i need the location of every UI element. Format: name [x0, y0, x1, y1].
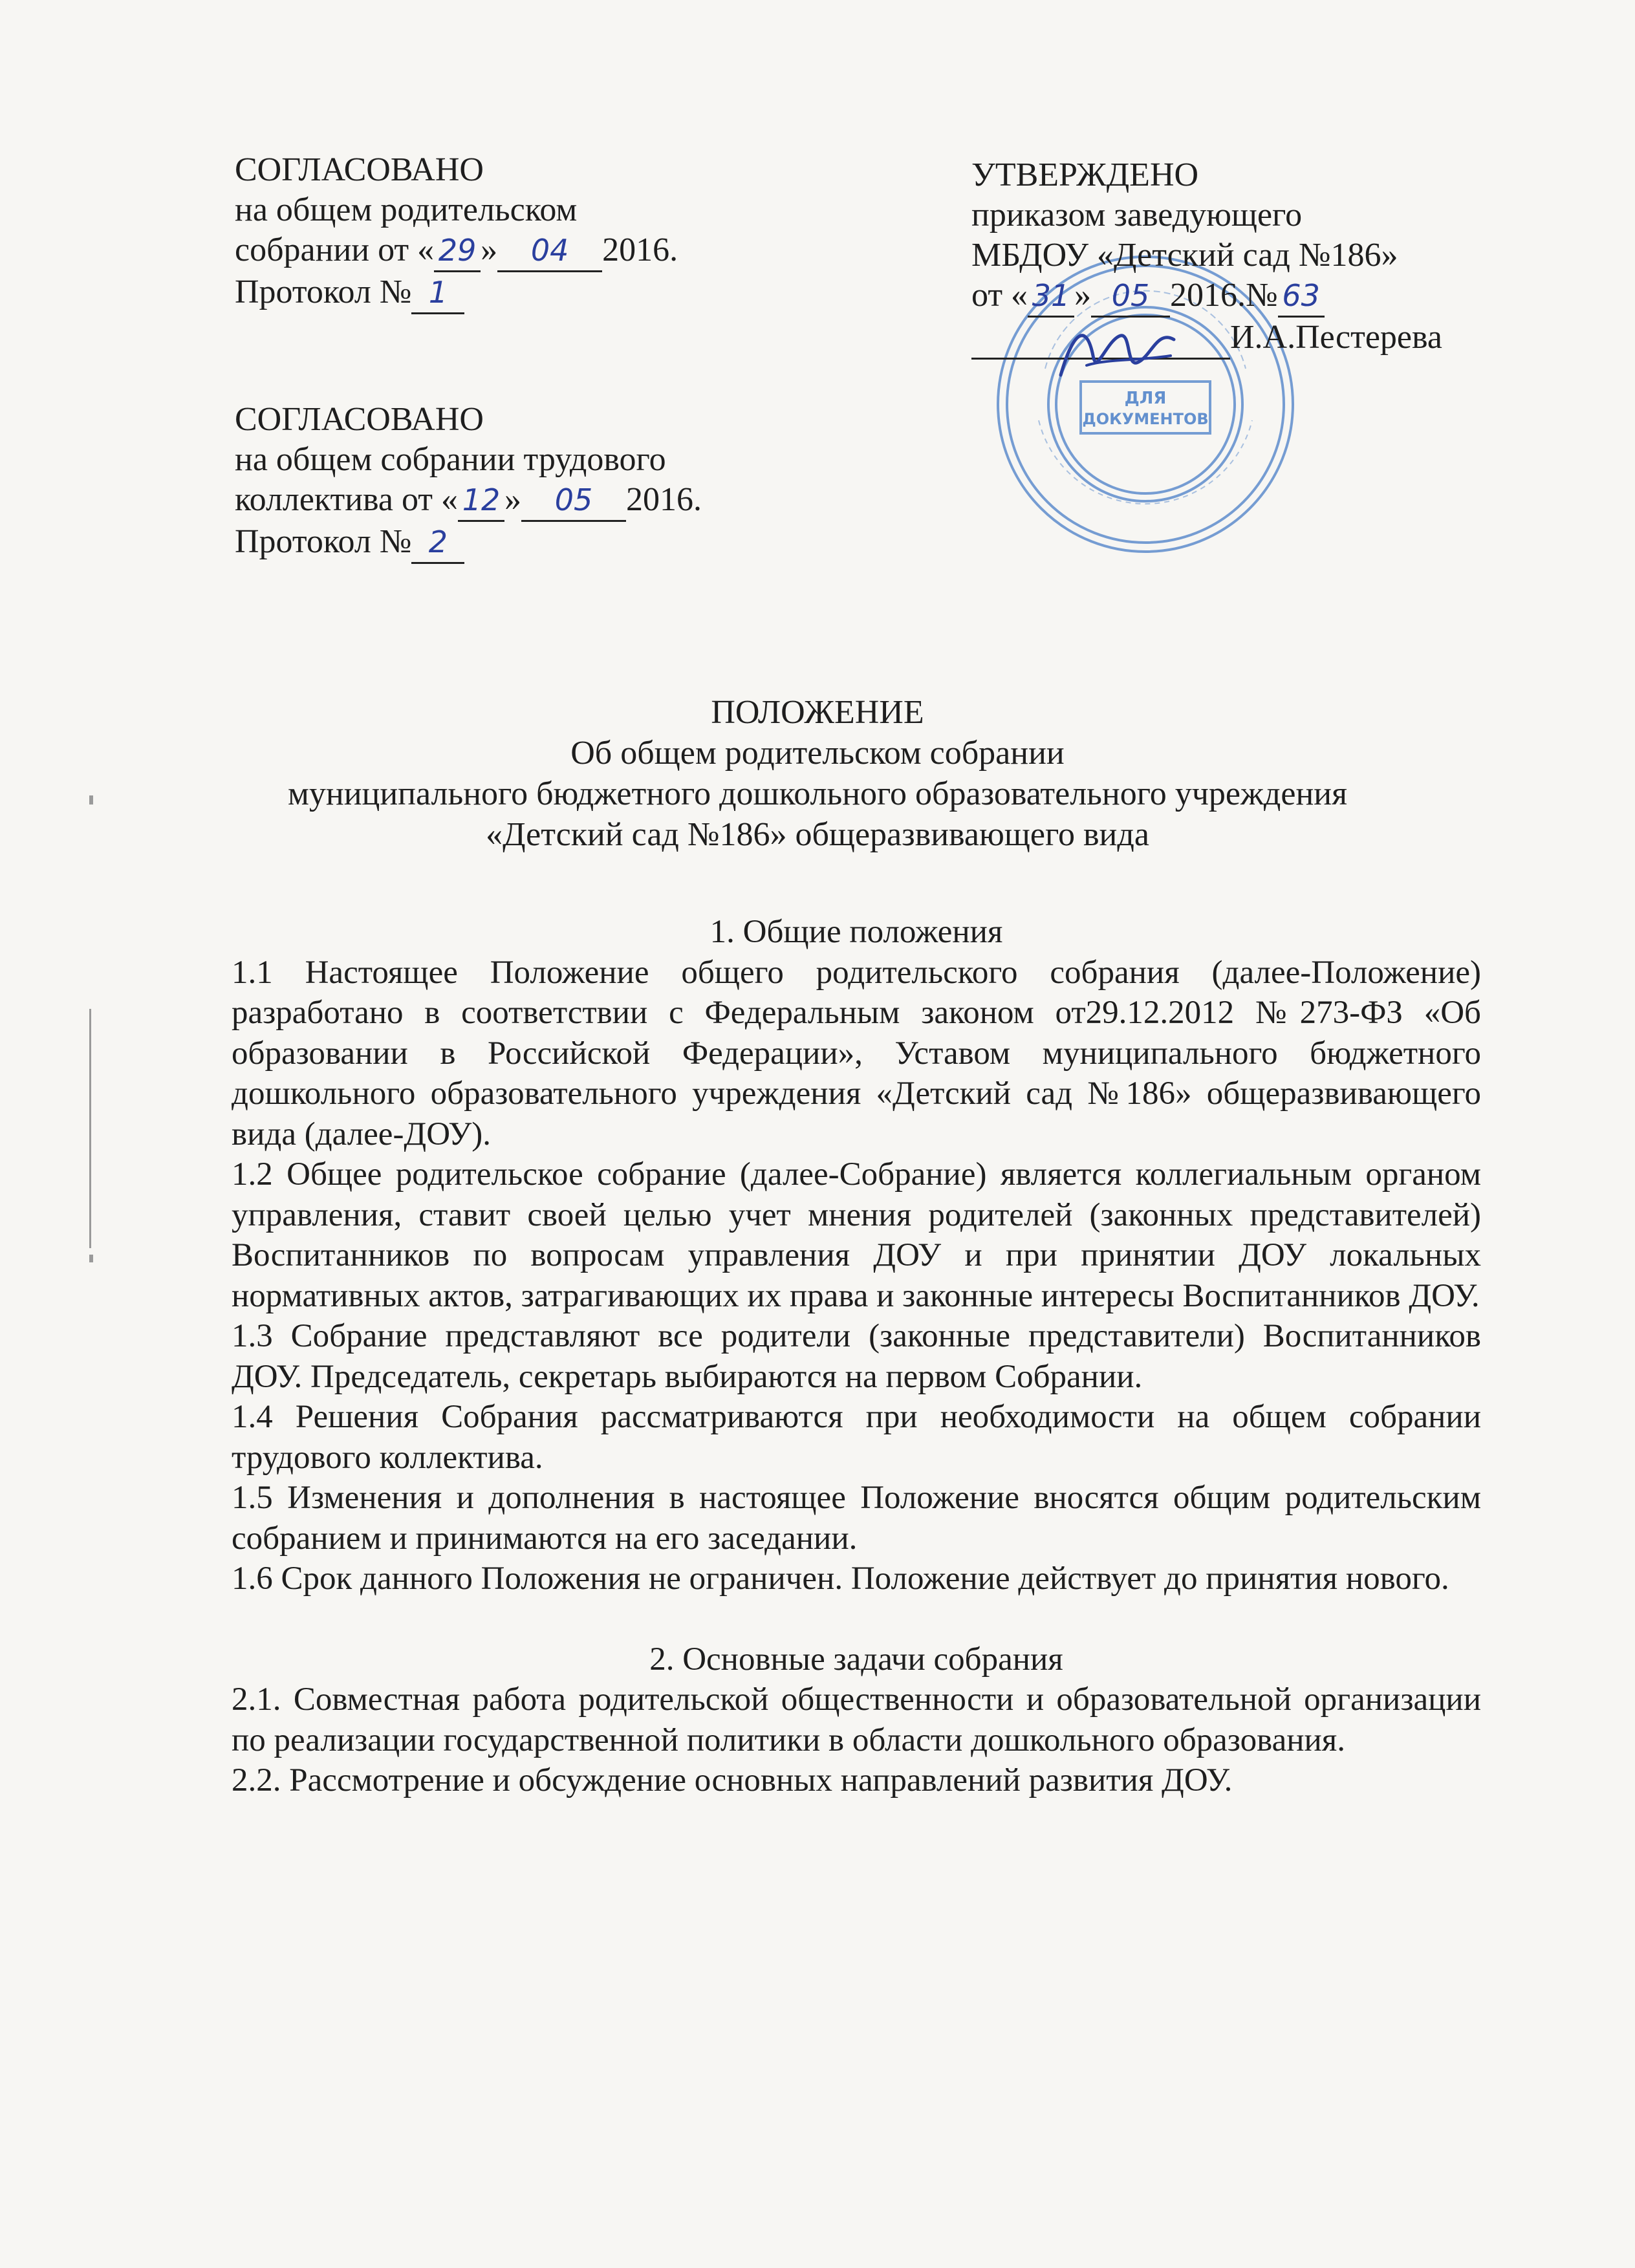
approval-heading: СОГЛАСОВАНО: [235, 401, 484, 438]
document-body: [232, 912, 1481, 1801]
paragraph: 1.1 Настоящее Положение общего родительского собрания (далее-Положение) разработано в соответствии с Федеральным законом от29.12.2012 №273-ФЗ «Об образовании в Российской Федерации», Уставом муниципального бюджетного дошкольного образовательного учреждения «Детский сад №186» общеразвивающего вида (далее-ДОУ).: [232, 954, 1481, 1152]
seal-center-text: ДОКУМЕНТОВ: [1082, 410, 1209, 428]
date-mid: »: [1074, 277, 1092, 314]
section-heading: 1. Общие положения: [709, 914, 1003, 950]
scan-edge-mark: [89, 1255, 93, 1262]
protocol-label: Протокол №: [235, 523, 412, 560]
handwritten-month: 05: [521, 480, 626, 522]
approval-approved: [971, 155, 1442, 360]
scan-edge-mark: [89, 1009, 91, 1248]
handwritten-order-number: 63: [1278, 275, 1325, 318]
paragraph: 1.6 Срок данного Положения не ограничен. Положение действует до принятия нового.: [232, 1561, 1449, 1597]
document-title: [194, 692, 1441, 855]
handwritten-month: 04: [497, 230, 602, 272]
title-line: ПОЛОЖЕНИЕ: [711, 694, 924, 731]
title-line: Об общем родительском собрании: [570, 735, 1065, 772]
approval-line: на общем собрании трудового: [235, 441, 666, 478]
approval-line: приказом заведующего: [971, 197, 1303, 233]
paragraph: 1.4 Решения Собрания рассматриваются при необходимости на общем собрании трудового коллектива.: [232, 1399, 1481, 1476]
approval-date-line: [235, 230, 678, 272]
signer-name: И.А.Пестерева: [1230, 319, 1442, 356]
scan-edge-mark: [89, 795, 93, 805]
title-line: муниципального бюджетного дошкольного образовательного учреждения: [287, 775, 1348, 812]
spacer: [232, 1599, 1481, 1639]
date-mid: »: [504, 481, 522, 518]
seal-center-text: ДЛЯ: [1124, 389, 1167, 408]
signature-icon: [1048, 304, 1184, 394]
handwritten-protocol-number: 2: [411, 522, 464, 564]
approval-date-line: [971, 275, 1442, 318]
handwritten-day: 12: [458, 480, 504, 522]
handwritten-day: 29: [434, 230, 481, 272]
paragraph: 2.1. Совместная работа родительской общественности и образовательной организации по реализации государственной политики в области дошкольного образования.: [232, 1681, 1481, 1758]
section-heading: 2. Основные задачи собрания: [649, 1641, 1063, 1678]
handwritten-day: 31: [1028, 275, 1074, 318]
date-year: 2016.: [602, 232, 678, 268]
title-line: «Детский сад №186» общеразвивающего вида: [486, 816, 1149, 853]
approval-heading: СОГЛАСОВАНО: [235, 151, 484, 188]
approval-line: на общем родительском: [235, 191, 578, 228]
handwritten-month: 05: [1091, 275, 1170, 318]
approval-heading: УТВЕРЖДЕНО: [971, 157, 1199, 193]
protocol-line: [235, 272, 678, 314]
date-mid: »: [481, 232, 498, 268]
date-year-number: 2016.№: [1170, 277, 1278, 314]
paragraph: 2.2. Рассмотрение и обсуждение основных направлений развития ДОУ.: [232, 1762, 1233, 1798]
date-prefix: коллектива от «: [235, 481, 459, 518]
paragraph: 1.2 Общее родительское собрание (далее-Собрание) является коллегиальным органом управления, ставит своей целью учет мнения родителей (законных представителей) Воспитанников по вопросам управления ДОУ и при принятии ДОУ локальных нормативных актов, затрагивающих их права и законные интересы Воспитанников ДОУ.: [232, 1156, 1481, 1314]
approval-parents: [235, 150, 678, 314]
handwritten-protocol-number: 1: [411, 272, 464, 314]
paragraph: 1.3 Собрание представляют все родители (законные представители) Воспитанников ДОУ. Председатель, секретарь выбираются на первом Собрании.: [232, 1318, 1481, 1395]
paragraph: 1.5 Изменения и дополнения в настоящее Положение вносятся общим родительским собранием и принимаются на его заседании.: [232, 1480, 1481, 1557]
approval-date-line: [235, 480, 702, 522]
date-prefix: собрании от «: [235, 232, 435, 268]
date-year: 2016.: [626, 481, 702, 518]
date-prefix: от «: [971, 277, 1028, 314]
approval-line: МБДОУ «Детский сад №186»: [971, 237, 1398, 274]
protocol-label: Протокол №: [235, 274, 412, 310]
signer-line: [971, 318, 1442, 360]
approval-staff: [235, 400, 702, 564]
protocol-line: [235, 522, 702, 564]
